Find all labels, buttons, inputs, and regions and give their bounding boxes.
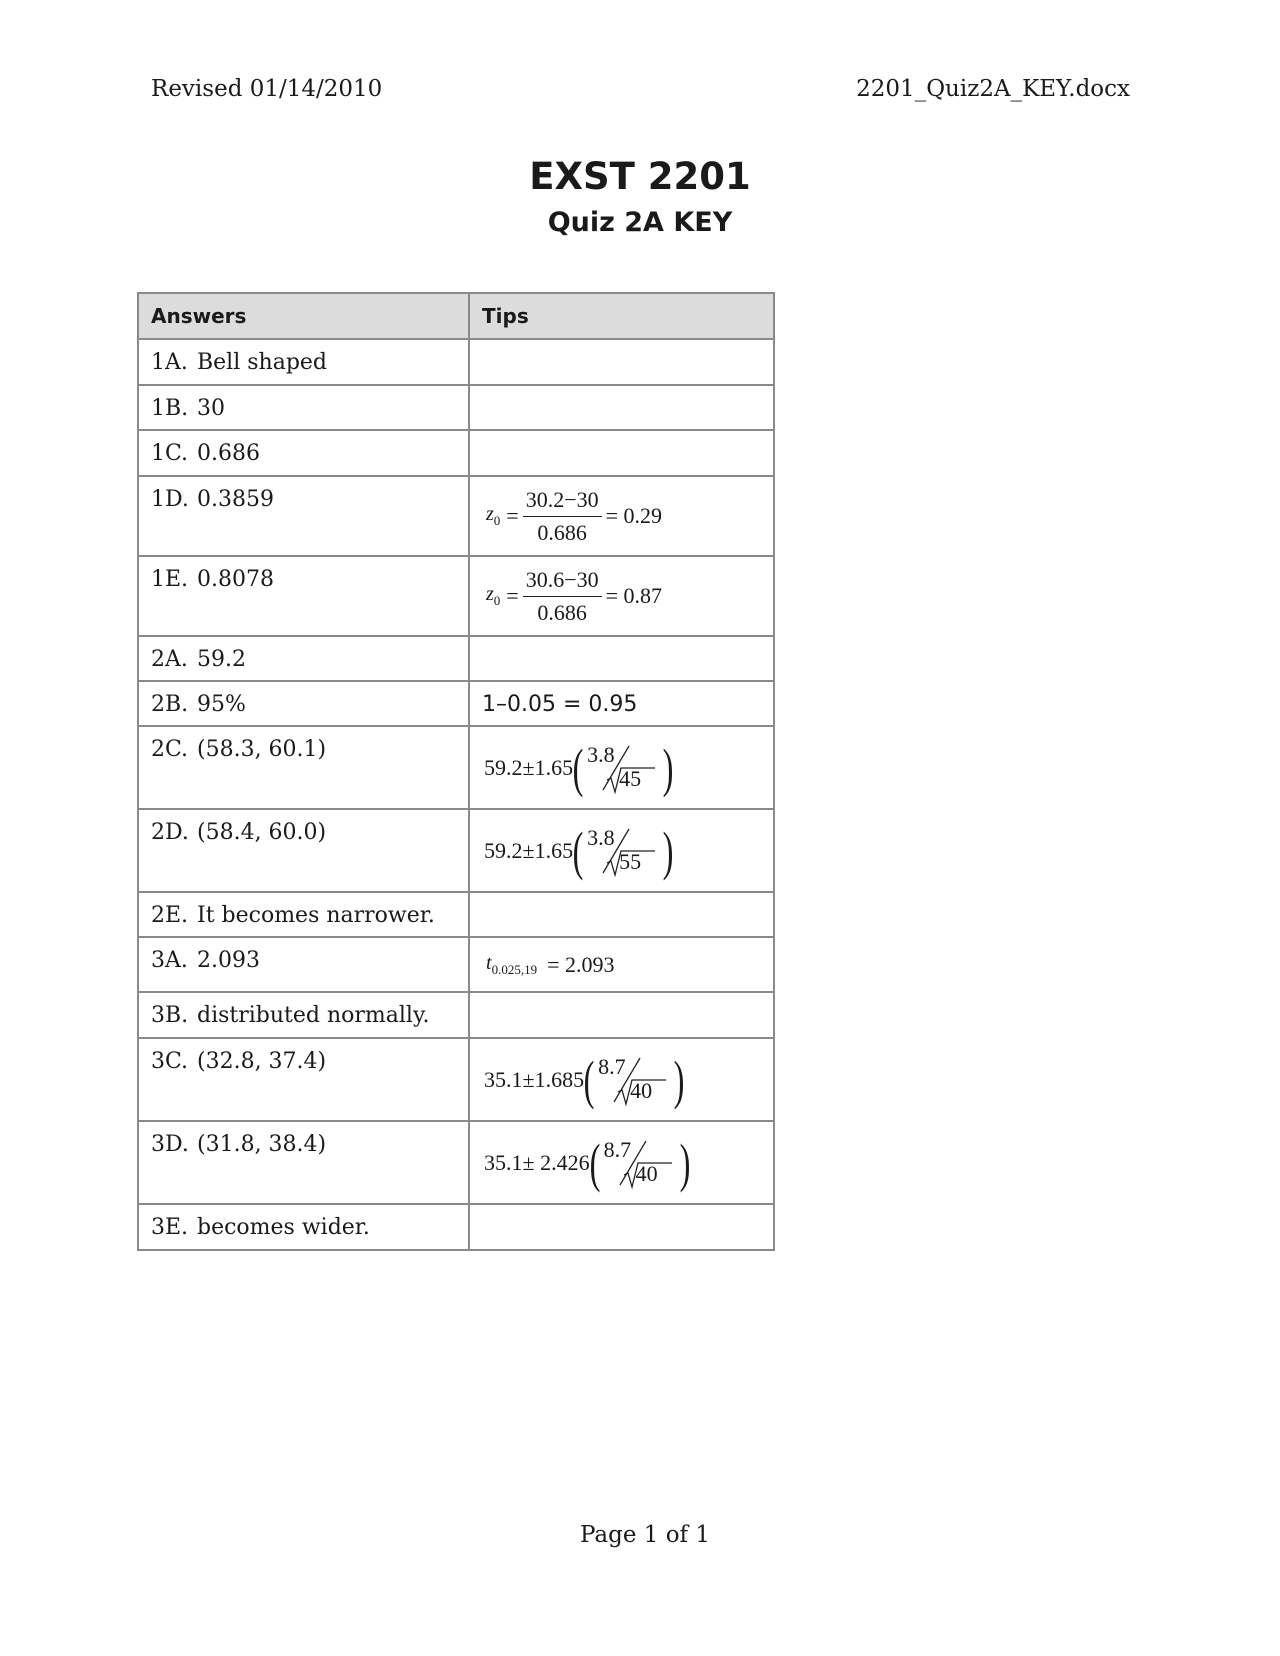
tip-cell xyxy=(469,430,774,476)
question-number: 3A. xyxy=(151,948,188,973)
fraction-numerator: 30.2−30 xyxy=(523,487,602,517)
table-row xyxy=(138,892,774,937)
table-row xyxy=(138,681,774,726)
fraction-denominator: 0.686 xyxy=(537,519,587,545)
slash-fraction: 3.8 55 xyxy=(583,823,663,879)
answer-cell xyxy=(138,1038,469,1121)
fraction xyxy=(523,567,602,626)
answer-cell xyxy=(138,636,469,681)
t-value-formula xyxy=(482,952,761,978)
confidence-interval-formula: 59.2±1.65 ( 3.8 45 ) xyxy=(484,737,674,798)
answer-text: (32.8, 37.4) xyxy=(197,1049,327,1074)
fraction-denominator: 0.686 xyxy=(537,599,587,625)
table-row xyxy=(138,992,774,1038)
answer-cell xyxy=(138,726,469,809)
question-number: 1D. xyxy=(151,487,189,512)
answer-cell xyxy=(138,809,469,892)
answer-cell xyxy=(138,1121,469,1204)
tip-cell xyxy=(469,385,774,430)
question-number: 3E. xyxy=(151,1215,189,1240)
answer-text: 0.686 xyxy=(197,441,260,466)
tip-text: 1–0.05 = 0.95 xyxy=(482,692,638,717)
answer-cell xyxy=(138,1204,469,1250)
formula-lead: 35.1± 2.426 xyxy=(484,1149,590,1175)
tip-cell xyxy=(469,809,774,892)
table-row xyxy=(138,476,774,556)
formula-lead: 59.2±1.65 xyxy=(484,837,574,863)
slash-fraction: 3.8 45 xyxy=(583,740,663,796)
question-number: 1C. xyxy=(151,441,189,466)
answer-text: (31.8, 38.4) xyxy=(197,1132,327,1157)
answer-text: 0.8078 xyxy=(197,567,274,592)
question-number: 1B. xyxy=(151,396,189,421)
answer-cell xyxy=(138,556,469,636)
z-symbol: $z_0$ xyxy=(486,503,501,528)
tip-cell xyxy=(469,636,774,681)
z-score-formula: $z_0$ = $\frac{30.2-30}{0.686}$ = 0.29 xyxy=(486,486,663,545)
table-row xyxy=(138,809,774,892)
table-row xyxy=(138,385,774,430)
question-number: 1E. xyxy=(151,567,189,592)
table-row xyxy=(138,937,774,992)
header-filename: 2201_Quiz2A_KEY.docx xyxy=(856,76,1130,102)
formula-result: = 0.87 xyxy=(605,583,663,608)
answer-text: 59.2 xyxy=(197,647,246,672)
tip-cell xyxy=(469,681,774,726)
table-row xyxy=(138,636,774,681)
answer-cell xyxy=(138,385,469,430)
table-row xyxy=(138,1038,774,1121)
tip-cell xyxy=(469,992,774,1038)
table-row xyxy=(138,556,774,636)
answer-cell xyxy=(138,476,469,556)
answer-text: It becomes narrower. xyxy=(197,903,435,928)
answer-cell xyxy=(138,339,469,385)
page-number-footer: Page 1 of 1 xyxy=(579,1522,711,1548)
answer-text: (58.4, 60.0) xyxy=(197,820,327,845)
tip-cell xyxy=(469,1204,774,1250)
fraction xyxy=(523,487,602,546)
formula-result: = 0.29 xyxy=(605,503,663,528)
question-number: 3C. xyxy=(151,1049,189,1074)
question-number: 1A. xyxy=(151,350,188,375)
table-row xyxy=(138,726,774,809)
table-row xyxy=(138,1204,774,1250)
tip-cell xyxy=(469,339,774,385)
header-revised-date: Revised 01/14/2010 xyxy=(151,76,383,102)
answer-text: (58.3, 60.1) xyxy=(197,737,327,762)
question-number: 2D. xyxy=(151,820,189,845)
answers-column-header: Answers xyxy=(138,293,469,339)
tip-cell xyxy=(469,476,774,556)
table-row xyxy=(138,339,774,385)
document-subtitle: Quiz 2A KEY xyxy=(547,207,733,238)
question-number: 2B. xyxy=(151,692,189,717)
answer-cell xyxy=(138,892,469,937)
answer-text: 95% xyxy=(197,692,246,717)
tips-column-header: Tips xyxy=(469,293,774,339)
z-score-formula: $z_0$ = $\frac{30.6-30}{0.686}$ = 0.87 xyxy=(486,566,663,625)
confidence-interval-formula: 59.2±1.65 ( 3.8 55 ) xyxy=(484,820,674,881)
tip-cell xyxy=(469,1121,774,1204)
answer-text: 2.093 xyxy=(197,948,260,973)
z-symbol: $z_0$ xyxy=(486,583,501,608)
question-number: 2E. xyxy=(151,903,189,928)
tip-cell xyxy=(469,937,774,992)
tip-cell xyxy=(469,556,774,636)
document-title: EXST 2201 xyxy=(529,155,751,198)
answer-cell xyxy=(138,430,469,476)
answer-text: becomes wider. xyxy=(197,1215,370,1240)
tip-cell xyxy=(469,892,774,937)
confidence-interval-formula: 35.1± 2.426 ( 8.7 40 ) xyxy=(484,1132,690,1193)
question-number: 3B. xyxy=(151,1003,189,1028)
formula-result: = 2.093 xyxy=(547,951,615,977)
answer-text: Bell shaped xyxy=(197,350,328,375)
formula-lead: 59.2±1.65 xyxy=(484,754,574,780)
answer-cell xyxy=(138,937,469,992)
table-row xyxy=(138,1121,774,1204)
slash-fraction: 8.7 40 xyxy=(600,1135,680,1191)
table-header-row xyxy=(138,293,774,339)
tip-cell xyxy=(469,726,774,809)
answer-text: distributed normally. xyxy=(197,1003,430,1028)
answer-cell xyxy=(138,681,469,726)
t-symbol: $t_{0.025,19}$ xyxy=(486,951,538,977)
question-number: 2C. xyxy=(151,737,189,762)
answer-text: 30 xyxy=(197,396,225,421)
question-number: 2A. xyxy=(151,647,188,672)
fraction-numerator: 30.6−30 xyxy=(523,567,602,597)
answer-cell xyxy=(138,992,469,1038)
formula-lead: 35.1±1.685 xyxy=(484,1066,585,1092)
answer-key-table xyxy=(137,292,775,1251)
question-number: 3D. xyxy=(151,1132,189,1157)
slash-fraction: 8.7 40 xyxy=(594,1052,674,1108)
confidence-interval-formula: 35.1±1.685 ( 8.7 40 ) xyxy=(484,1049,685,1110)
table-row xyxy=(138,430,774,476)
answer-text: 0.3859 xyxy=(197,487,274,512)
tip-cell xyxy=(469,1038,774,1121)
